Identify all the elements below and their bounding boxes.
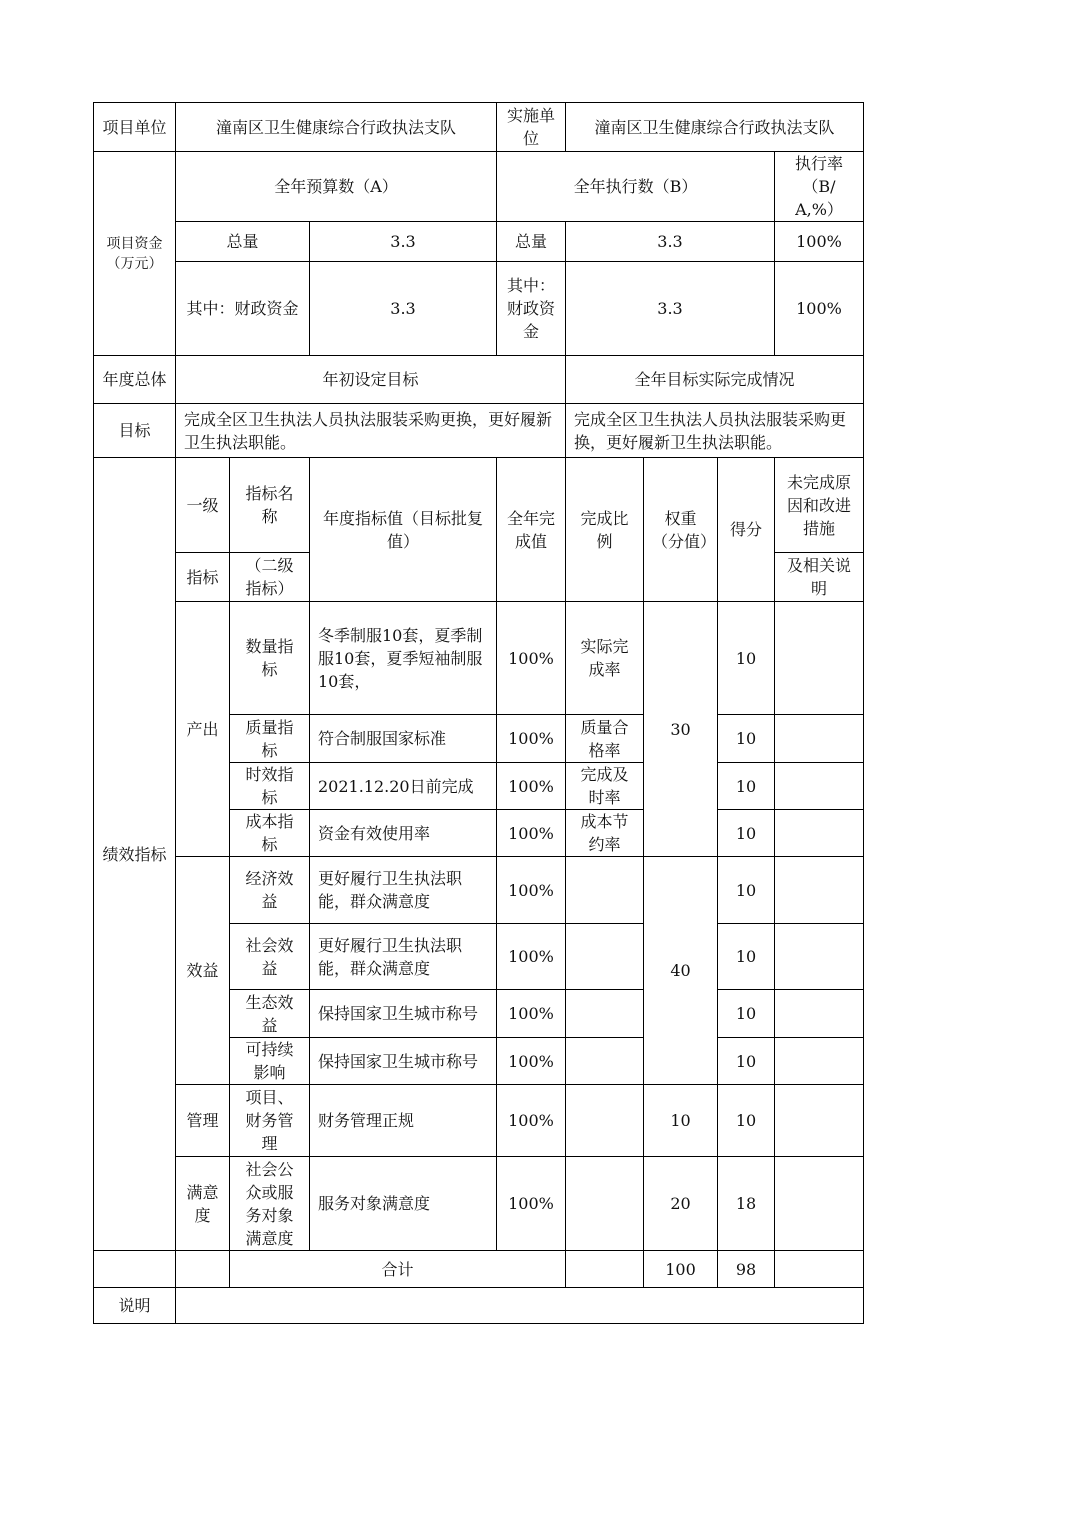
indicator-target-cell bbox=[309, 989, 497, 1038]
indicator-name-cell bbox=[229, 989, 310, 1038]
impl-unit-value: 潼南区卫生健康综合行政执法支队 bbox=[594, 117, 835, 137]
indicator-score-cell bbox=[717, 762, 775, 810]
indicator-score: 10 bbox=[735, 729, 757, 748]
indicator-name: 数量指标 bbox=[245, 637, 294, 679]
indicator-name-cell bbox=[229, 762, 310, 810]
budget-header: 全年预算数（A） bbox=[274, 177, 398, 196]
indicator-actual-cell bbox=[496, 809, 566, 857]
indicator-target-cell bbox=[309, 856, 497, 924]
notes-value-cell bbox=[175, 1287, 864, 1324]
indicator-score-cell bbox=[717, 809, 775, 857]
group-weight-cell bbox=[643, 1156, 718, 1251]
indicator-target-cell bbox=[309, 601, 497, 715]
indicator-ratio-cell bbox=[565, 989, 644, 1038]
col-weight: 权重（分值） bbox=[652, 508, 717, 551]
indicator-target-cell bbox=[309, 1156, 497, 1251]
total-score: 98 bbox=[735, 1259, 757, 1279]
group-weight: 30 bbox=[670, 719, 691, 739]
indicator-reason-cell bbox=[774, 923, 864, 990]
overall-label-cell bbox=[93, 355, 176, 404]
indicator-actual: 100% bbox=[508, 776, 554, 796]
group-name-cell bbox=[175, 856, 230, 1085]
fiscal-budget-cell bbox=[309, 261, 497, 356]
indicator-reason-cell bbox=[774, 601, 864, 715]
indicator-score-cell bbox=[717, 856, 775, 924]
group-weight: 10 bbox=[670, 1111, 691, 1130]
indicator-actual: 100% bbox=[508, 1194, 554, 1213]
indicator-target-cell bbox=[309, 1037, 497, 1085]
group-weight-cell bbox=[643, 601, 718, 857]
fiscal-budget: 3.3 bbox=[390, 299, 416, 318]
indicator-ratio-cell bbox=[565, 1156, 644, 1251]
indicator-name: 质量指标 bbox=[245, 717, 294, 760]
col-name-bottom: （二级指标） bbox=[245, 556, 294, 598]
total-blank-3-cell bbox=[565, 1250, 644, 1288]
group-name-cell bbox=[175, 1084, 230, 1157]
indicator-actual: 100% bbox=[508, 1051, 554, 1071]
indicator-actual-cell bbox=[496, 989, 566, 1038]
group-weight: 40 bbox=[670, 961, 691, 980]
indicator-score: 18 bbox=[735, 1194, 757, 1213]
indicator-target: 2021.12.20日前完成 bbox=[318, 776, 474, 796]
indicator-target: 保持国家卫生城市称号 bbox=[318, 1051, 479, 1071]
indicator-ratio: 完成及时率 bbox=[580, 765, 629, 807]
indicator-actual: 100% bbox=[508, 1004, 554, 1023]
group-weight: 20 bbox=[670, 1194, 691, 1213]
actual-goal-header-cell bbox=[565, 355, 864, 404]
fiscal-rate: 100% bbox=[796, 299, 842, 318]
budget-header-cell bbox=[175, 151, 497, 222]
indicator-actual-cell bbox=[496, 856, 566, 924]
col-actual-cell bbox=[496, 457, 566, 602]
impl-unit-value-cell bbox=[565, 102, 864, 152]
rate-header-cell bbox=[774, 151, 864, 222]
col-weight-cell bbox=[643, 457, 718, 602]
initial-goal-header-cell bbox=[175, 355, 566, 404]
indicator-score: 10 bbox=[735, 1051, 757, 1071]
group-name: 管理 bbox=[186, 1111, 219, 1130]
indicator-ratio: 成本节约率 bbox=[580, 812, 629, 854]
indicator-score-cell bbox=[717, 1037, 775, 1085]
col-actual: 全年完成值 bbox=[506, 508, 555, 551]
indicator-ratio-cell bbox=[565, 923, 644, 990]
initial-goal-header: 年初设定目标 bbox=[322, 370, 419, 389]
fiscal-label-cell bbox=[175, 261, 310, 356]
indicator-score-cell bbox=[717, 601, 775, 715]
col-target: 年度指标值（目标批复值） bbox=[322, 508, 483, 551]
indicator-actual: 100% bbox=[508, 947, 554, 966]
indicator-target: 更好履行卫生执法职能，群众满意度 bbox=[318, 869, 463, 911]
indicator-ratio-cell bbox=[565, 762, 644, 810]
indicator-ratio-cell bbox=[565, 1037, 644, 1085]
total-rate-cell bbox=[774, 221, 864, 262]
indicator-name: 可持续影响 bbox=[245, 1040, 294, 1082]
indicator-name-cell bbox=[229, 809, 310, 857]
indicator-target: 财务管理正规 bbox=[318, 1111, 415, 1130]
goal-label-cell bbox=[93, 403, 176, 458]
total-weight-cell bbox=[643, 1250, 718, 1288]
total-label-cell bbox=[175, 221, 310, 262]
indicator-target: 冬季制服10套，夏季制服10套，夏季短袖制服10套， bbox=[318, 625, 483, 691]
indicator-actual-cell bbox=[496, 923, 566, 990]
indicator-actual: 100% bbox=[508, 729, 554, 748]
indicator-reason-cell bbox=[774, 856, 864, 924]
indicator-target-cell bbox=[309, 714, 497, 763]
indicator-ratio-cell bbox=[565, 714, 644, 763]
exec-header: 全年执行数（B） bbox=[573, 177, 698, 196]
indicator-actual: 100% bbox=[508, 648, 554, 668]
indicator-actual-cell bbox=[496, 601, 566, 715]
total-exec-label-cell bbox=[496, 221, 566, 262]
indicator-name-cell bbox=[229, 856, 310, 924]
total-label: 总量 bbox=[226, 232, 259, 251]
col-name-bottom-cell bbox=[229, 552, 310, 602]
col-ratio-cell bbox=[565, 457, 644, 602]
indicator-actual-cell bbox=[496, 1037, 566, 1085]
fiscal-rate-cell bbox=[774, 261, 864, 356]
indicator-reason-cell bbox=[774, 762, 864, 810]
indicator-target-cell bbox=[309, 762, 497, 810]
initial-goal-text-cell bbox=[175, 403, 566, 458]
indicator-ratio-cell bbox=[565, 601, 644, 715]
fiscal-exec: 3.3 bbox=[657, 299, 683, 318]
indicator-target-cell bbox=[309, 809, 497, 857]
indicator-target: 更好履行卫生执法职能，群众满意度 bbox=[318, 935, 463, 978]
indicator-name: 社会公众或服务对象满意度 bbox=[245, 1159, 294, 1248]
col-level1-bottom-cell bbox=[175, 552, 230, 602]
col-reason-bottom: 及相关说明 bbox=[786, 556, 851, 598]
indicator-ratio-cell bbox=[565, 1084, 644, 1157]
indicator-ratio: 质量合格率 bbox=[580, 717, 629, 760]
col-target-cell bbox=[309, 457, 497, 602]
indicator-reason-cell bbox=[774, 809, 864, 857]
indicator-score: 10 bbox=[735, 1111, 757, 1130]
indicator-name-cell bbox=[229, 601, 310, 715]
indicator-name: 社会效益 bbox=[245, 935, 294, 978]
col-score-cell bbox=[717, 457, 775, 602]
total-rate: 100% bbox=[796, 232, 842, 251]
indicator-name: 经济效益 bbox=[245, 869, 294, 911]
indicator-actual: 100% bbox=[508, 823, 554, 843]
indicator-score: 10 bbox=[735, 776, 757, 796]
fiscal-exec-label: 其中：财政资金 bbox=[506, 276, 555, 341]
actual-goal-text: 完成全区卫生执法人员执法服装采购更换，更好履新卫生执法职能。 bbox=[574, 409, 847, 452]
indicator-name: 时效指标 bbox=[245, 765, 294, 807]
col-reason-top: 未完成原因和改进措施 bbox=[786, 472, 851, 538]
impl-unit-label: 实施单位 bbox=[506, 106, 555, 148]
notes-label-cell bbox=[93, 1287, 176, 1324]
indicator-name-cell bbox=[229, 923, 310, 990]
indicator-actual-cell bbox=[496, 1156, 566, 1251]
indicator-name-cell bbox=[229, 1084, 310, 1157]
project-unit-label-cell bbox=[93, 102, 176, 152]
indicator-target: 保持国家卫生城市称号 bbox=[318, 1004, 479, 1023]
indicator-actual-cell bbox=[496, 762, 566, 810]
goal-label: 目标 bbox=[118, 421, 151, 440]
total-blank-2-cell bbox=[175, 1250, 230, 1288]
actual-goal-text-cell bbox=[565, 403, 864, 458]
initial-goal-text: 完成全区卫生执法人员执法服装采购更换，更好履新卫生执法职能。 bbox=[184, 409, 553, 452]
total-row-label-cell bbox=[229, 1250, 566, 1288]
indicator-name: 成本指标 bbox=[245, 812, 294, 854]
total-exec-cell bbox=[565, 221, 775, 262]
indicator-target-cell bbox=[309, 1084, 497, 1157]
funds-label-cell bbox=[93, 151, 176, 356]
total-budget-cell bbox=[309, 221, 497, 262]
indicator-score: 10 bbox=[735, 823, 757, 843]
group-name-cell bbox=[175, 1156, 230, 1251]
total-score-cell bbox=[717, 1250, 775, 1288]
group-name-cell bbox=[175, 601, 230, 857]
col-name-top-cell bbox=[229, 457, 310, 553]
indicator-score-cell bbox=[717, 923, 775, 990]
total-budget: 3.3 bbox=[390, 232, 416, 251]
total-exec: 3.3 bbox=[657, 232, 683, 251]
overall-label: 年度总体 bbox=[102, 370, 167, 389]
group-name: 产出 bbox=[186, 719, 219, 739]
total-exec-label: 总量 bbox=[514, 232, 547, 251]
indicator-score-cell bbox=[717, 1156, 775, 1251]
indicator-actual-cell bbox=[496, 1084, 566, 1157]
indicator-name-cell bbox=[229, 1156, 310, 1251]
col-score: 得分 bbox=[729, 520, 762, 539]
group-weight-cell bbox=[643, 1084, 718, 1157]
fiscal-exec-label-cell bbox=[496, 261, 566, 356]
indicator-reason-cell bbox=[774, 1156, 864, 1251]
col-level1-top: 一级 bbox=[186, 495, 219, 515]
indicator-score-cell bbox=[717, 714, 775, 763]
indicator-reason-cell bbox=[774, 1037, 864, 1085]
indicator-name: 生态效益 bbox=[245, 992, 294, 1035]
indicator-ratio: 实际完成率 bbox=[580, 637, 629, 679]
col-level1-bottom: 指标 bbox=[186, 567, 219, 587]
col-level1-top-cell bbox=[175, 457, 230, 553]
total-weight: 100 bbox=[665, 1259, 696, 1279]
total-blank-1-cell bbox=[93, 1250, 176, 1288]
indicator-score: 10 bbox=[735, 880, 757, 900]
indicator-reason-cell bbox=[774, 1084, 864, 1157]
indicator-name-cell bbox=[229, 714, 310, 763]
indicator-reason-cell bbox=[774, 989, 864, 1038]
col-ratio: 完成比例 bbox=[580, 508, 629, 551]
fiscal-exec-cell bbox=[565, 261, 775, 356]
group-name: 效益 bbox=[186, 961, 219, 980]
indicator-actual-cell bbox=[496, 714, 566, 763]
indicator-ratio-cell bbox=[565, 856, 644, 924]
indicator-score: 10 bbox=[735, 1004, 757, 1023]
indicator-score: 10 bbox=[735, 947, 757, 966]
actual-goal-header: 全年目标实际完成情况 bbox=[634, 370, 795, 389]
indicator-name-cell bbox=[229, 1037, 310, 1085]
total-row-label: 合计 bbox=[381, 1259, 414, 1279]
impl-unit-label-cell bbox=[496, 102, 566, 152]
col-reason-bottom-cell bbox=[774, 552, 864, 602]
indicators-label: 绩效指标 bbox=[102, 844, 167, 864]
notes-label: 说明 bbox=[118, 1296, 151, 1315]
exec-header-cell bbox=[496, 151, 775, 222]
project-unit-value-cell bbox=[175, 102, 497, 152]
indicator-actual: 100% bbox=[508, 1111, 554, 1130]
project-unit-value: 潼南区卫生健康综合行政执法支队 bbox=[215, 117, 456, 137]
rate-header: 执行率（B/A,%） bbox=[794, 154, 843, 219]
group-name: 满意度 bbox=[186, 1182, 219, 1225]
col-reason-top-cell bbox=[774, 457, 864, 553]
indicator-ratio-cell bbox=[565, 809, 644, 857]
indicator-score-cell bbox=[717, 989, 775, 1038]
col-name-top: 指标名称 bbox=[245, 484, 294, 526]
funds-label: 项目资金（万元） bbox=[106, 235, 163, 272]
indicator-score: 10 bbox=[735, 648, 757, 668]
total-blank-4-cell bbox=[774, 1250, 864, 1288]
indicator-name: 项目、财务管理 bbox=[245, 1088, 294, 1153]
group-weight-cell bbox=[643, 856, 718, 1085]
indicator-score-cell bbox=[717, 1084, 775, 1157]
indicator-target: 服务对象满意度 bbox=[318, 1194, 431, 1213]
indicator-reason-cell bbox=[774, 714, 864, 763]
fiscal-label: 其中：财政资金 bbox=[186, 299, 299, 318]
indicator-target: 符合制服国家标准 bbox=[318, 729, 447, 748]
indicator-target: 资金有效使用率 bbox=[318, 823, 431, 843]
indicator-actual: 100% bbox=[508, 880, 554, 900]
indicators-label-cell bbox=[93, 457, 176, 1251]
indicator-target-cell bbox=[309, 923, 497, 990]
project-unit-label: 项目单位 bbox=[102, 117, 167, 137]
